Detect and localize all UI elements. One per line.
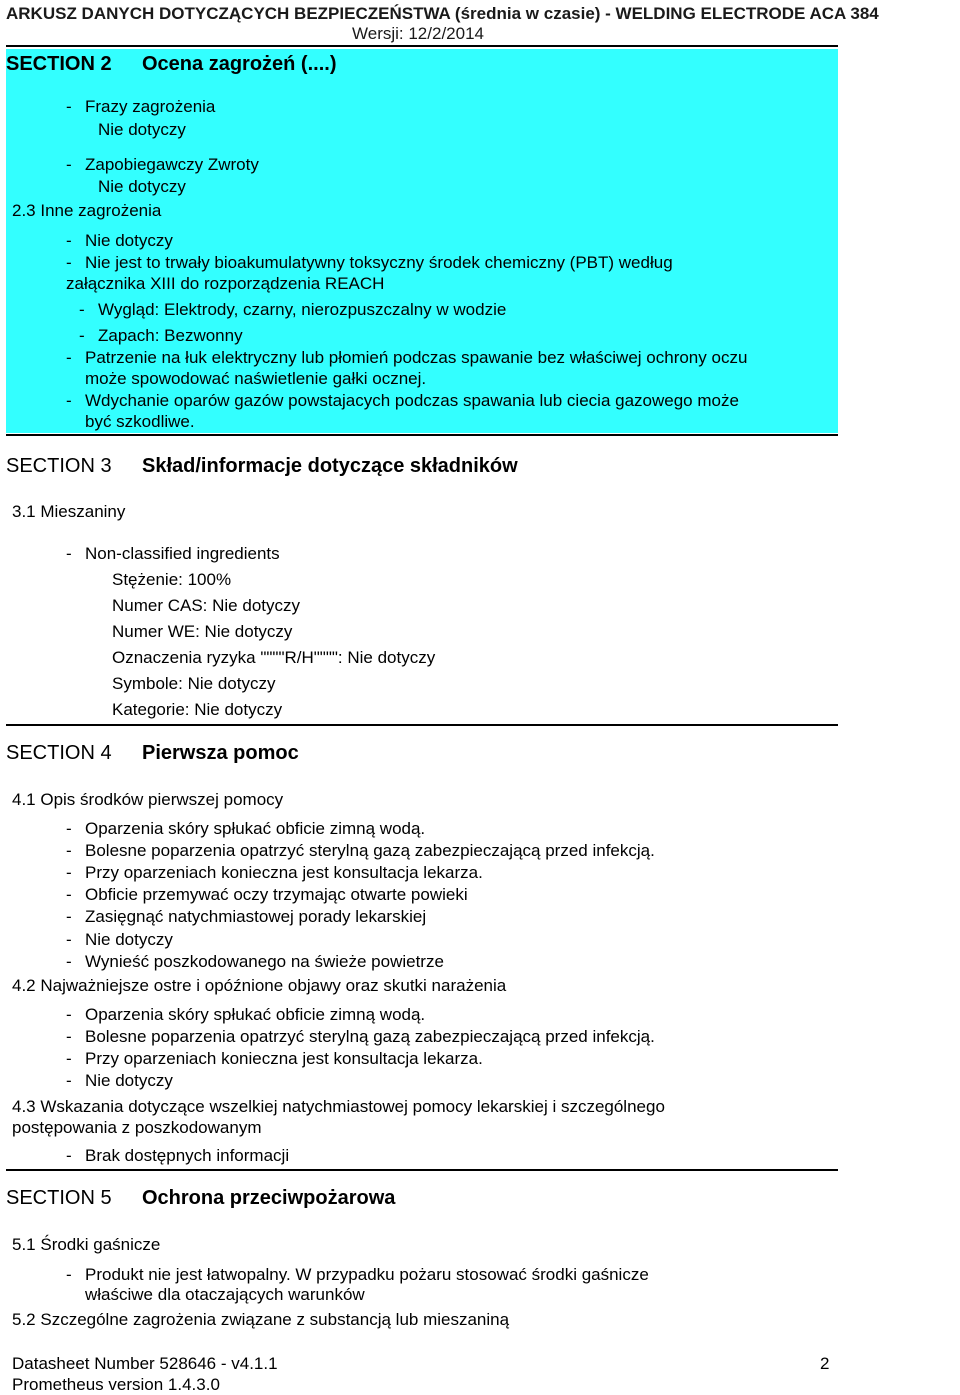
ingredient-detail: Kategorie: Nie dotyczy <box>112 700 283 719</box>
subsection-3-1: 3.1 Mieszaniny <box>12 502 126 521</box>
precaution-label: Zapobiegawczy Zwroty <box>85 155 259 174</box>
list-item: Nie dotyczy <box>85 231 173 250</box>
bullet-dash: - <box>66 841 72 860</box>
list-item: Zapach: Bezwonny <box>98 326 243 345</box>
document-title: ARKUSZ DANYCH DOTYCZĄCYCH BEZPIECZEŃSTWA (średnia w czasie) - WELDING ELECTRODE ACA 384 <box>6 4 879 23</box>
section-rule <box>6 724 838 726</box>
bullet-dash: - <box>66 97 72 116</box>
subsection-5-2: 5.2 Szczególne zagrożenia związane z substancją lub mieszaniną <box>12 1310 510 1329</box>
section-name: Ocena zagrożeń (....) <box>142 53 337 75</box>
section-number: SECTION 2 <box>6 53 112 75</box>
bullet-dash: - <box>66 1265 72 1284</box>
list-item: Oparzenia skóry spłukać obficie zimną wodą. <box>85 1005 426 1024</box>
subsection-4-3-continued: postępowania z poszkodowanym <box>12 1118 262 1137</box>
subsection-4-2: 4.2 Najważniejsze ostre i opóźnione objawy oraz skutki narażenia <box>12 976 507 995</box>
subsection-4-1: 4.1 Opis środków pierwszej pomocy <box>12 790 284 809</box>
list-item: Przy oparzeniach konieczna jest konsultacja lekarza. <box>85 863 483 882</box>
subsection-5-1: 5.1 Środki gaśnicze <box>12 1235 161 1254</box>
list-item-continued: być szkodliwe. <box>85 412 195 431</box>
ingredient-detail: Numer CAS: Nie dotyczy <box>112 596 300 615</box>
list-item: Wynieść poszkodowanego na świeże powietrze <box>85 952 444 971</box>
ingredient-detail: Symbole: Nie dotyczy <box>112 674 276 693</box>
document-version: Wersji: 12/2/2014 <box>352 24 484 43</box>
bullet-dash: - <box>66 930 72 949</box>
section-number: SECTION 5 <box>6 1187 112 1209</box>
list-item-continued: właściwe dla otaczających warunków <box>85 1285 365 1304</box>
page-number: 2 <box>820 1354 830 1373</box>
section-rule <box>6 434 838 436</box>
list-item: Nie dotyczy <box>85 930 173 949</box>
ingredient-detail: Numer WE: Nie dotyczy <box>112 622 293 641</box>
bullet-dash: - <box>79 300 85 319</box>
bullet-dash: - <box>66 863 72 882</box>
ingredient-detail: Stężenie: 100% <box>112 570 232 589</box>
list-item: Oparzenia skóry spłukać obficie zimną wodą. <box>85 819 426 838</box>
bullet-dash: - <box>66 1049 72 1068</box>
ingredient-name: Non-classified ingredients <box>85 544 280 563</box>
bullet-dash: - <box>66 348 72 367</box>
bullet-dash: - <box>66 819 72 838</box>
list-item: Zasięgnąć natychmiastowej porady lekarskiej <box>85 907 427 926</box>
list-item: Produkt nie jest łatwopalny. W przypadku pożaru stosować środki gaśnicze <box>85 1265 649 1284</box>
list-item: Wygląd: Elektrody, czarny, nierozpuszczalny w wodzie <box>98 300 507 319</box>
precaution-value: Nie dotyczy <box>98 177 186 196</box>
subsection-4-3: 4.3 Wskazania dotyczące wszelkiej natychmiastowej pomocy lekarskiej i szczególnego <box>12 1097 665 1116</box>
list-item: Nie dotyczy <box>85 1071 173 1090</box>
bullet-dash: - <box>66 253 72 272</box>
list-item: Obficie przemywać oczy trzymając otwarte powieki <box>85 885 468 904</box>
list-item-continued: załącznika XIII do rozporządzenia REACH <box>66 274 385 293</box>
list-item: Bolesne poparzenia opatrzyć sterylną gazą zabezpieczającą przed infekcją. <box>85 841 655 860</box>
list-item: Bolesne poparzenia opatrzyć sterylną gazą zabezpieczającą przed infekcją. <box>85 1027 655 1046</box>
section-name: Ochrona przeciwpożarowa <box>142 1187 396 1209</box>
list-item: Nie jest to trwały bioakumulatywny toksyczny środek chemiczny (PBT) według <box>85 253 673 272</box>
section-name: Pierwsza pomoc <box>142 742 299 764</box>
section-number: SECTION 3 <box>6 455 112 477</box>
bullet-dash: - <box>66 1146 72 1165</box>
list-item: Przy oparzeniach konieczna jest konsultacja lekarza. <box>85 1049 483 1068</box>
header-rule <box>6 45 838 47</box>
ingredient-detail: Oznaczenia ryzyka """"R/H"""": Nie dotyczy <box>112 648 436 667</box>
list-item: Patrzenie na łuk elektryczny lub płomień podczas spawanie bez właściwej ochrony oczu <box>85 348 748 367</box>
bullet-dash: - <box>66 391 72 410</box>
list-item: Wdychanie oparów gazów powstajacych podczas spawania lub ciecia gazowego może <box>85 391 739 410</box>
bullet-dash: - <box>66 155 72 174</box>
subsection-2-3: 2.3 Inne zagrożenia <box>12 201 162 220</box>
bullet-dash: - <box>66 544 72 563</box>
bullet-dash: - <box>66 1027 72 1046</box>
bullet-dash: - <box>66 231 72 250</box>
footer-software-version: Prometheus version 1.4.3.0 <box>12 1375 220 1394</box>
footer-datasheet-number: Datasheet Number 528646 - v4.1.1 <box>12 1354 278 1373</box>
section-rule <box>6 1169 838 1171</box>
list-item-continued: może spowodować naświetlenie gałki ocznej. <box>85 369 427 388</box>
section-number: SECTION 4 <box>6 742 112 764</box>
section-name: Skład/informacje dotyczące składników <box>142 455 518 477</box>
hazard-phrases-value: Nie dotyczy <box>98 120 186 139</box>
bullet-dash: - <box>79 326 85 345</box>
bullet-dash: - <box>66 907 72 926</box>
bullet-dash: - <box>66 885 72 904</box>
bullet-dash: - <box>66 1071 72 1090</box>
bullet-dash: - <box>66 952 72 971</box>
list-item: Brak dostępnych informacji <box>85 1146 290 1165</box>
bullet-dash: - <box>66 1005 72 1024</box>
hazard-phrases-label: Frazy zagrożenia <box>85 97 216 116</box>
